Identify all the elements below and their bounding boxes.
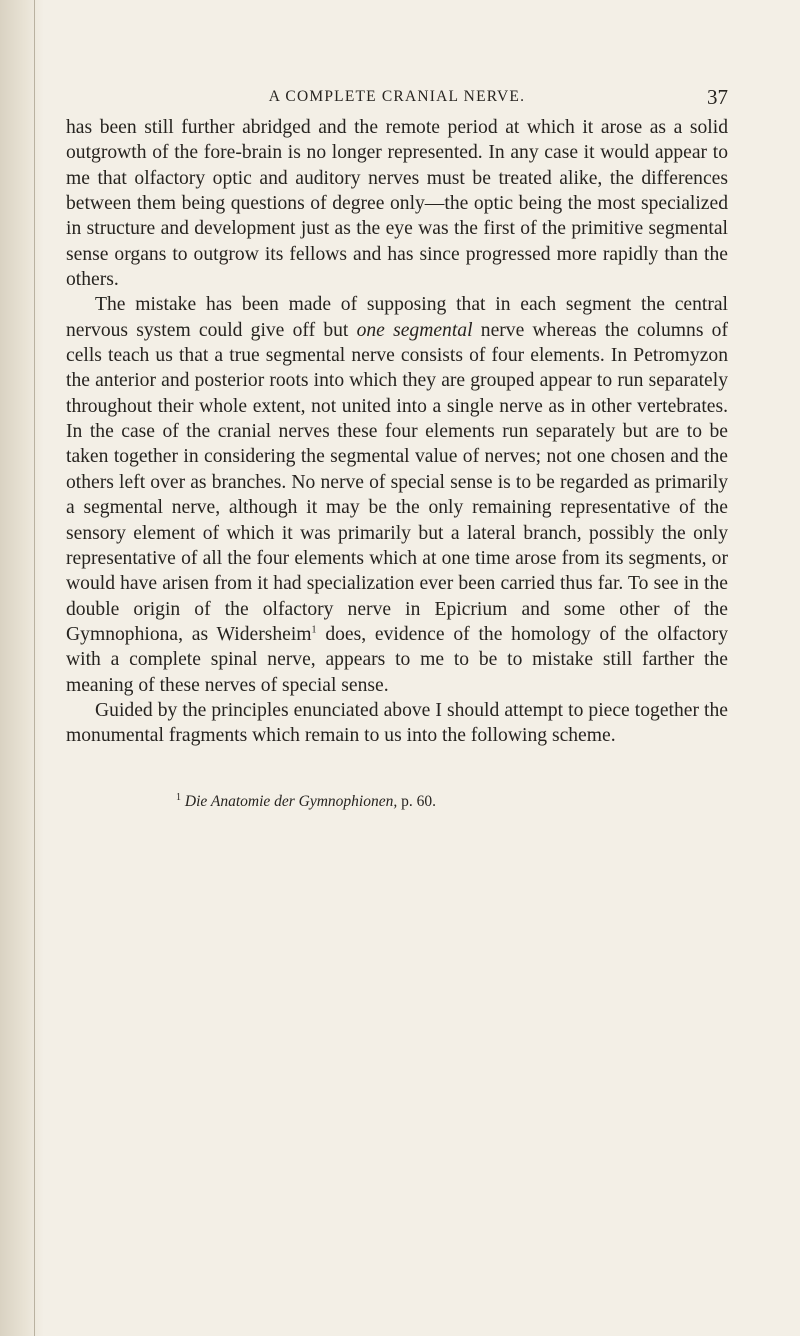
footnote-title: Die Anatomie der Gymnophionen,: [184, 793, 398, 810]
footnote-reference: 1: [311, 624, 317, 636]
running-head-title: A COMPLETE CRANIAL NERVE.: [268, 88, 526, 105]
footnote-marker: 1: [176, 791, 181, 803]
text-run: nerve whereas the columns of cells teach us that a true segmental nerve consists of four elements. In Petromyzon the anterior and posterior roots into which they are grouped appear to run separately throughout their whole extent, not united into a single nerve as in other vertebrates. In the case of the cranial nerves these four elements run separately but are to be taken together in considering the segmental value of nerves; not one chosen and the others left over as branches. No nerve of special sense is to be regarded as primarily a segmental nerve, although it may be the only remaining representative of the sensory element of which it was primarily but a lateral branch, possibly the only representative of all the four elements which at one time arose from its segments, or would have arisen from it had specialization ever been carried thus far. To see in the double origin of the olfactory nerve in Epicrium and some other of the Gymnophiona, as Widersheim: [66, 319, 728, 645]
text-run: The mistake has been made of supposing that in each segment the central nervous system could give off but: [66, 294, 728, 341]
footnote-page-ref: p. 60.: [397, 793, 436, 810]
text-run: does, evidence of the homology of the olfactory with a complete spinal nerve, appears to me to be to mistake still farther the meaning of these nerves of special sense.: [66, 623, 728, 696]
page-number: 37: [707, 85, 728, 109]
binding-gutter: [0, 0, 44, 1336]
footnote: [66, 792, 728, 812]
binding-edge-line: [34, 0, 35, 1336]
body-text: [66, 115, 728, 749]
italic-text: one segmental: [356, 319, 473, 341]
text-run: has been still further abridged and the remote period at which it arose as a solid outgrowth of the fore-brain is no longer represented. In any case it would appear to me that olfactory optic and auditory nerves must be treated alike, the differences between them being questions of degree only—the optic being the most specialized in structure and development just as the eye was the first of the primitive segmental sense organs to outgrow its fellows and has since progressed more rapidly than the others.: [66, 117, 728, 291]
paragraph: [66, 292, 728, 698]
paragraph: [66, 115, 728, 292]
paragraph: [66, 698, 728, 749]
running-head: [66, 85, 728, 114]
text-run: Guided by the principles enunciated above I should attempt to piece together the monumental fragments which remain to us into the following scheme.: [66, 699, 728, 747]
